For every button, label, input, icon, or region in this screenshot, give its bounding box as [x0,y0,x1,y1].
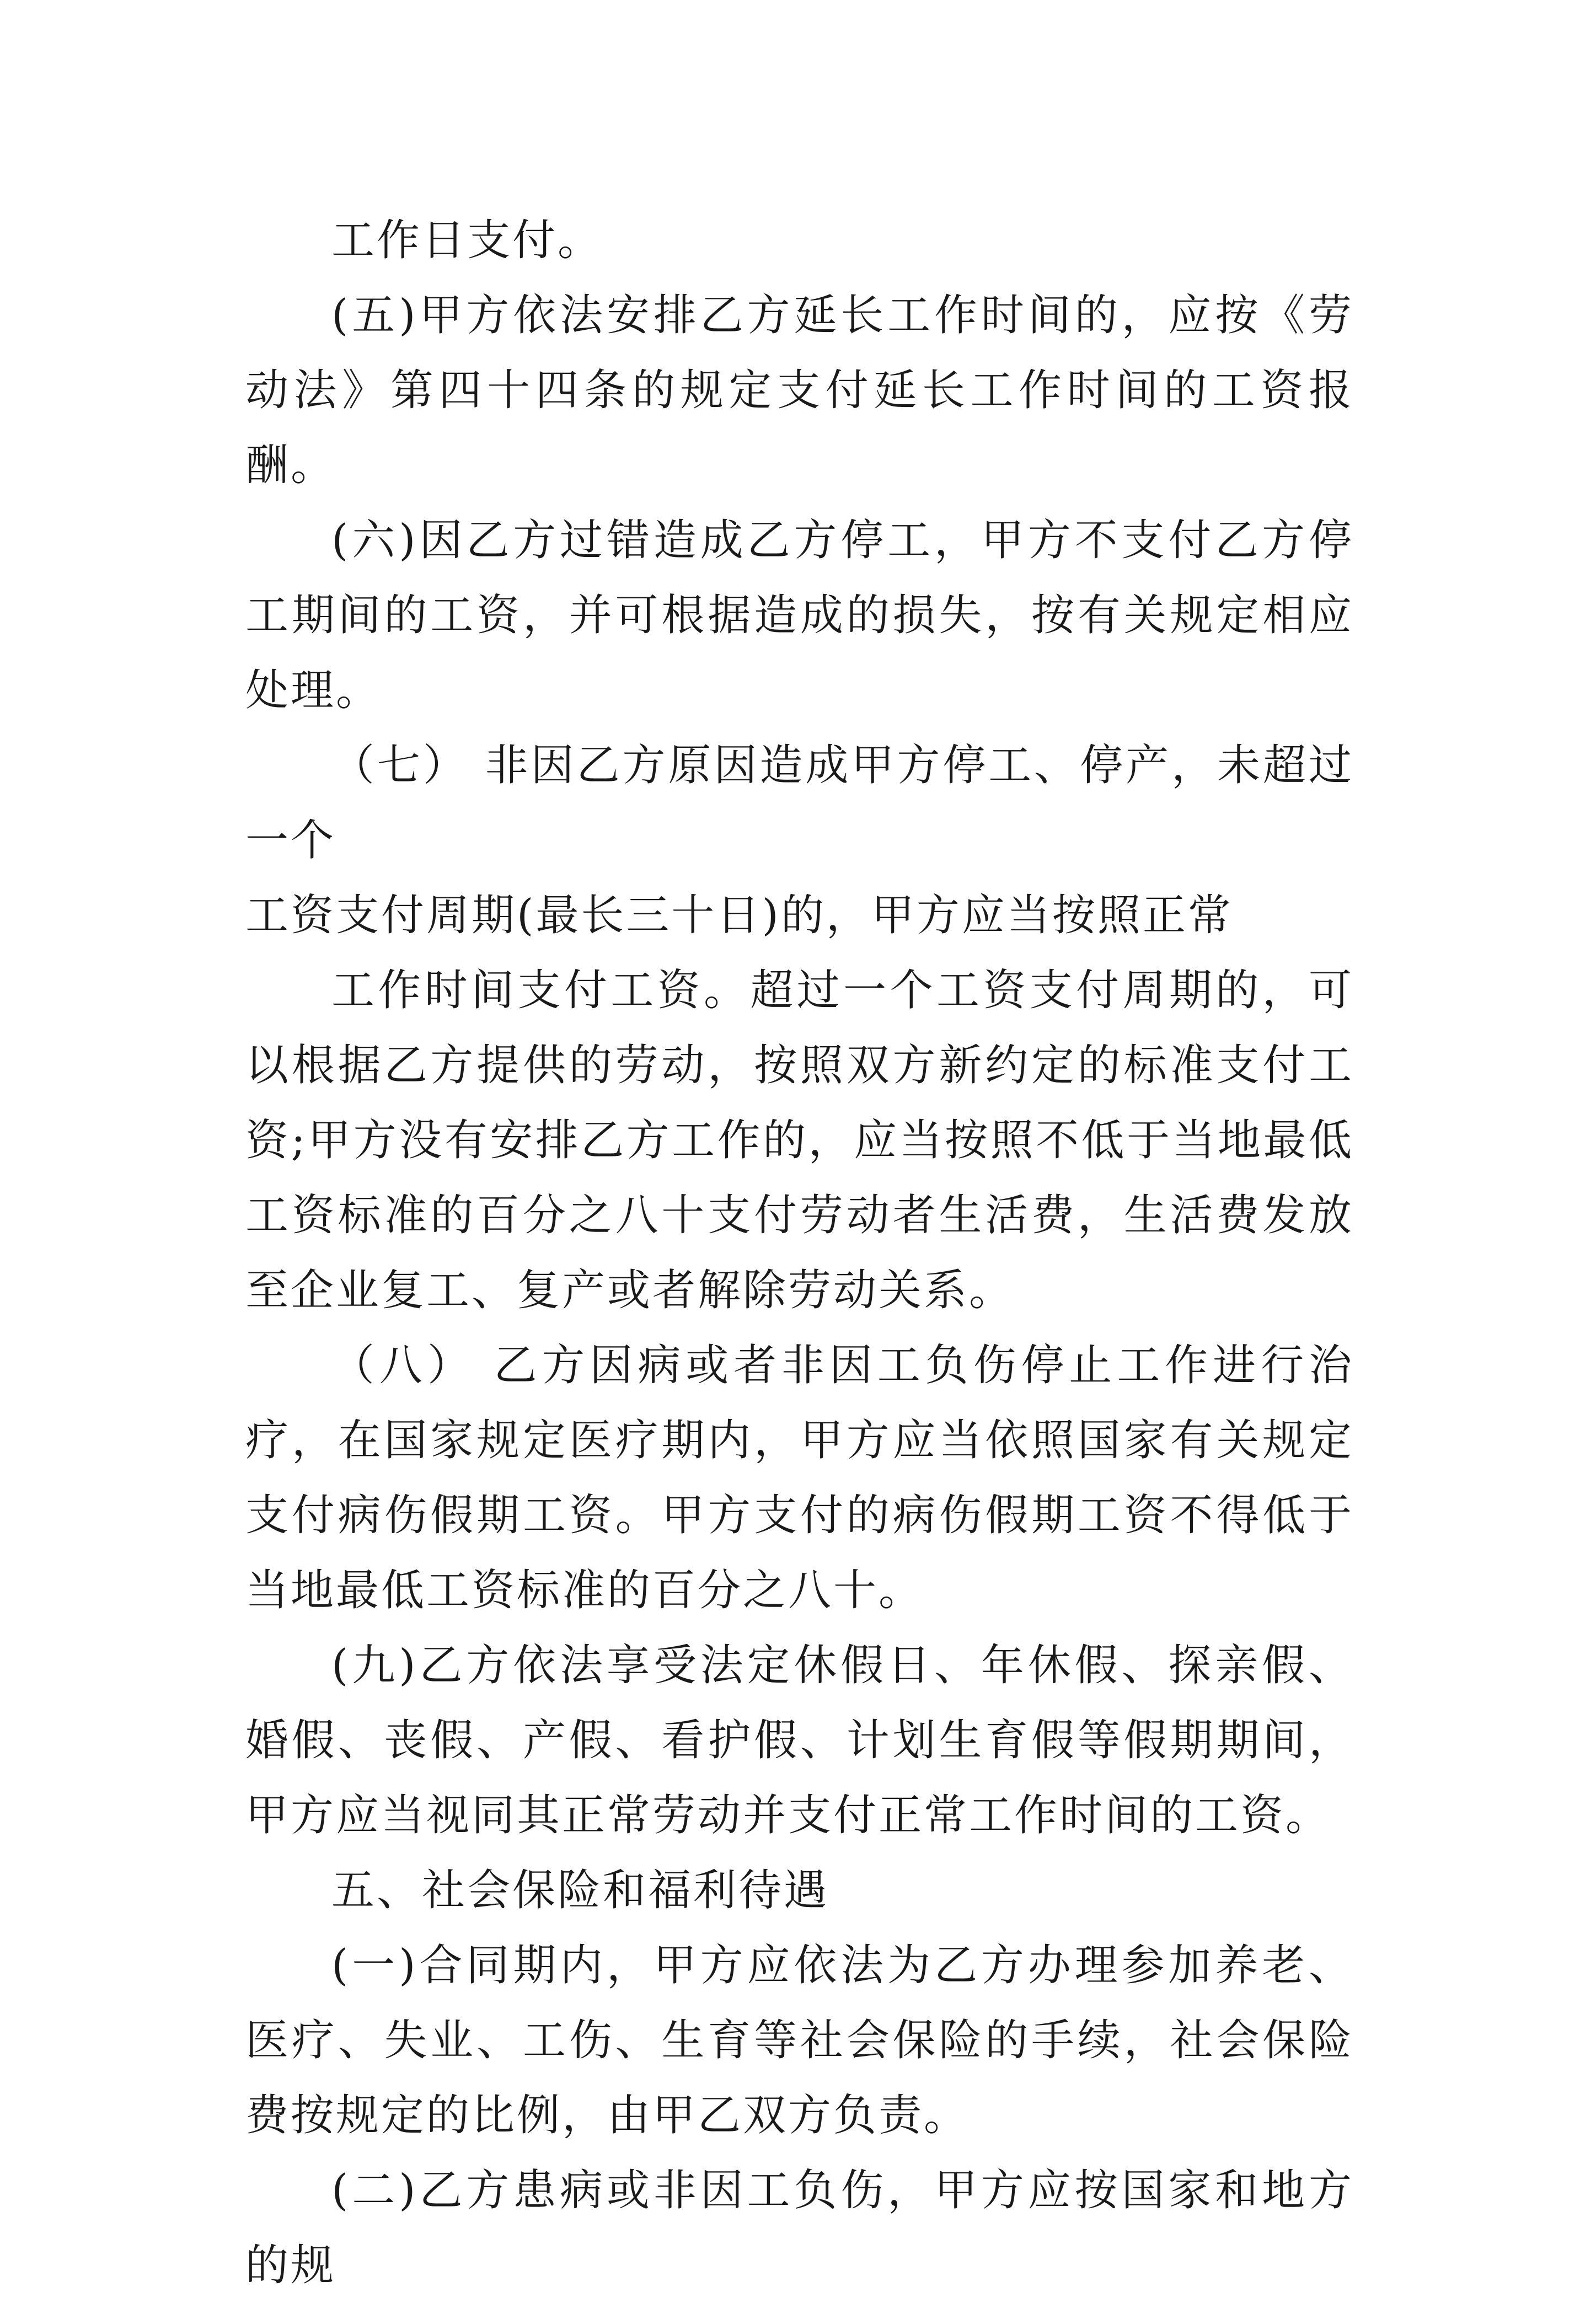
section-heading-social-insurance: 五、社会保险和福利待遇 [331,1866,829,1915]
paragraph-item-8-sick-leave: （八） 乙方因病或者非因工负伤停止工作进行治疗，在国家规定医疗期内，甲方应当依照国家有关规定支付病伤假期工资。甲方支付的病伤假期工资不得低于当地最低工资标准的百分之八十。 [245,1341,1354,1615]
paragraph-insurance-item-1: (一)合同期内，甲方应依法为乙方办理参加养老、医疗、失业、工伤、生育等社会保险的手续，社会保险费按规定的比例，由甲乙双方负责。 [245,1941,1354,2140]
paragraph-item-7-stoppage-line1: （七） 非因乙方原因造成甲方停工、停产，未超过一个 [245,741,1354,865]
paragraph-item-5-overtime-pay: (五)甲方依法安排乙方延长工作时间的，应按《劳动法》第四十四条的规定支付延长工作时间的工资报酬。 [245,291,1354,490]
paragraph-item-7-stoppage-line2: 工资支付周期(最长三十日)的，甲方应当按照正常 [245,891,1233,940]
paragraph-item-6-fault-stoppage: (六)因乙方过错造成乙方停工，甲方不支付乙方停工期间的工资，并可根据造成的损失，按有关规定相应处理。 [245,516,1354,715]
paragraph-wage-payday-continued: 工作日支付。 [331,216,603,265]
contract-text-body [245,203,1354,2303]
paragraph-item-7-stoppage-continued: 工作时间支付工资。超过一个工资支付周期的，可以根据乙方提供的劳动，按照双方新约定的标准支付工资;甲方没有安排乙方工作的，应当按照不低于当地最低工资标准的百分之八十支付劳动者生活费，生活费发放至企业复工、复产或者解除劳动关系。 [245,966,1354,1315]
paragraph-item-9-statutory-leave: (九)乙方依法享受法定休假日、年休假、探亲假、婚假、丧假、产假、看护假、计划生育假等假期期间，甲方应当视同其正常劳动并支付正常工作时间的工资。 [245,1641,1354,1840]
paragraph-insurance-item-2: (二)乙方患病或非因工负伤，甲方应按国家和地方的规 [245,2166,1354,2290]
